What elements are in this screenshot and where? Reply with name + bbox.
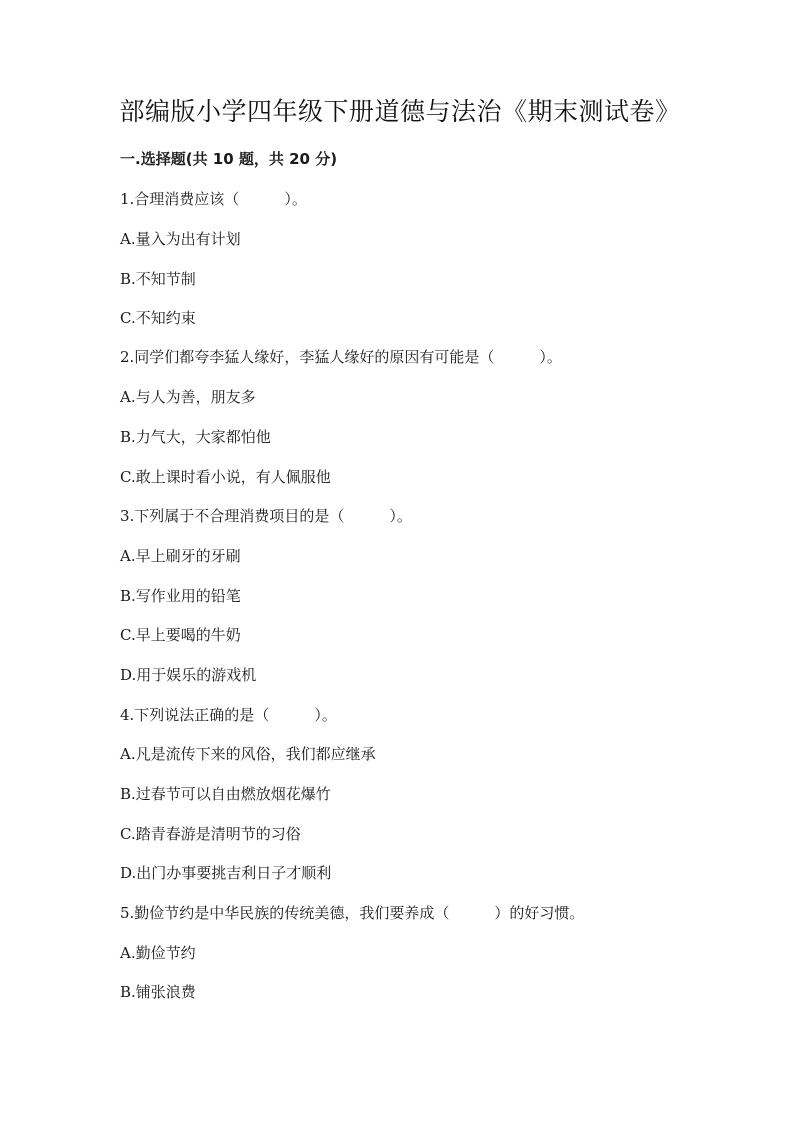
question-4-option-b: B.过春节可以自由燃放烟花爆竹 xyxy=(120,785,331,803)
exam-title: 部编版小学四年级下册道德与法治《期末测试卷》 xyxy=(119,97,681,126)
question-1-option-c: C.不知约束 xyxy=(120,309,196,327)
question-2-option-a: A.与人为善，朋友多 xyxy=(120,388,256,406)
question-3-option-d: D.用于娱乐的游戏机 xyxy=(120,666,257,684)
question-4-option-a: A.凡是流传下来的风俗，我们都应继承 xyxy=(120,745,376,763)
question-2-option-b: B.力气大，大家都怕他 xyxy=(120,428,271,446)
question-1-option-a: A.量入为出有计划 xyxy=(120,230,241,248)
question-5-option-b: B.铺张浪费 xyxy=(120,983,196,1001)
section-heading: 一.选择题(共 10 题，共 20 分) xyxy=(120,150,338,168)
question-4-option-c: C.踏青春游是清明节的习俗 xyxy=(120,825,301,843)
question-3: 3.下列属于不合理消费项目的是（ ）。 xyxy=(120,507,412,525)
question-2: 2.同学们都夸李猛人缘好，李猛人缘好的原因有可能是（ ）。 xyxy=(120,348,562,366)
question-4-option-d: D.出门办事要挑吉利日子才顺利 xyxy=(120,864,332,882)
question-2-option-c: C.敢上课时看小说，有人佩服他 xyxy=(120,468,331,486)
question-5-option-a: A.勤俭节约 xyxy=(120,944,196,962)
question-1-option-b: B.不知节制 xyxy=(120,270,196,288)
question-4: 4.下列说法正确的是（ ）。 xyxy=(120,706,337,724)
question-3-option-c: C.早上要喝的牛奶 xyxy=(120,626,241,644)
question-5: 5.勤俭节约是中华民族的传统美德，我们要养成（ ）的好习惯。 xyxy=(120,904,585,922)
question-3-option-a: A.早上刷牙的牙刷 xyxy=(120,547,241,565)
question-1: 1.合理消费应该（ ）。 xyxy=(120,190,307,208)
question-3-option-b: B.写作业用的铅笔 xyxy=(120,587,241,605)
